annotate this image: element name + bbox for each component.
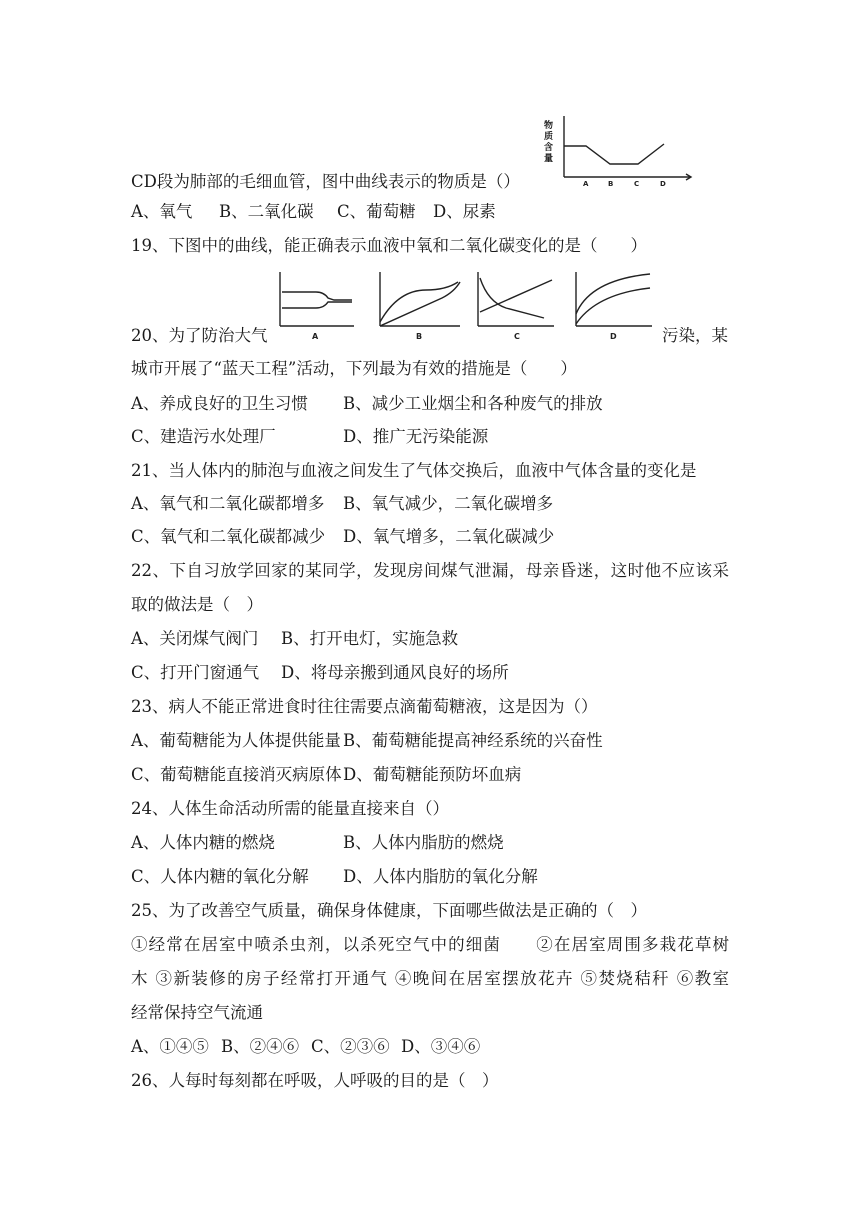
q21-options-row2 — [131, 526, 554, 548]
q21-option-b: B、氧气减少，二氧化碳增多 — [343, 494, 554, 513]
q19-graph-c — [478, 272, 554, 341]
q18-option-c: C、葡萄糖 — [337, 202, 416, 221]
q24-option-c: C、人体内糖的氧化分解 — [131, 867, 309, 886]
q18-ylabel — [544, 119, 553, 164]
q25-option-d: D、③④⑥ — [401, 1037, 481, 1056]
q21-option-c: C、氧气和二氧化碳都减少 — [131, 527, 326, 546]
q19-graphs — [274, 268, 654, 343]
q18-ylabel-char: 物 — [544, 121, 554, 131]
q23-options-row1 — [131, 730, 603, 752]
q25-options — [131, 1036, 480, 1058]
q18-option-b: B、二氧化碳 — [219, 202, 314, 221]
q26-stem: 26、人每时每刻都在呼吸，人呼吸的目的是（ ） — [131, 1071, 499, 1090]
q20-stem-mid: 污染，某 — [662, 326, 728, 345]
q21-option-d: D、氧气增多，二氧化碳减少 — [343, 527, 555, 546]
q18-xlabel: B — [608, 180, 614, 188]
q18-option-d: D、尿素 — [433, 202, 496, 221]
q25-items-line3: 经常保持空气流通 — [131, 1003, 263, 1022]
q24-options-row1 — [131, 832, 504, 854]
q19-stem: 19、下图中的曲线，能正确表示血液中氧和二氧化碳变化的是（ ） — [131, 236, 647, 255]
q19-graph-a — [280, 272, 354, 341]
q19-graph-b — [380, 272, 460, 341]
q22-options-row1 — [131, 628, 458, 650]
q21-options-row1 — [131, 493, 553, 515]
q23-option-a: A、葡萄糖能为人体提供能量 — [131, 731, 341, 750]
q19-graph-d — [576, 272, 652, 341]
q25-items-line1: ①经常在居室中喷杀虫剂，以杀死空气中的细菌 ②在居室周围多栽花草树 — [131, 935, 729, 954]
q18-graph — [540, 108, 700, 188]
q18-xlabel: C — [634, 180, 640, 188]
q18-stem: CD段为肺部的毛细血管，图中曲线表示的物质是（） — [131, 172, 520, 191]
q20-option-c: C、建造污水处理厂 — [131, 427, 276, 446]
q18-ylabel-char: 含 — [544, 143, 554, 153]
q20-stem-start: 20、为了防治大气 — [131, 326, 268, 345]
q22-option-b: B、打开电灯，实施急救 — [281, 629, 459, 648]
q23-options-row2 — [131, 764, 521, 786]
q18-xlabel: D — [660, 180, 666, 188]
q22-option-c: C、打开门窗通气 — [131, 663, 260, 682]
q19-graph-label: C — [514, 332, 520, 341]
q23-option-c: C、葡萄糖能直接消灭病原体 — [131, 765, 342, 784]
q23-option-b: B、葡萄糖能提高神经系统的兴奋性 — [343, 731, 603, 750]
q18-curve — [564, 144, 664, 164]
q21-stem: 21、当人体内的肺泡与血液之间发生了气体交换后，血液中气体含量的变化是 — [131, 461, 697, 480]
q20-option-d: D、推广无污染能源 — [343, 427, 489, 446]
q23-option-d: D、葡萄糖能预防坏血病 — [343, 765, 522, 784]
q18-ylabel-char: 量 — [544, 154, 554, 164]
q24-option-d: D、人体内脂肪的氧化分解 — [343, 867, 538, 886]
q20-options-row1 — [131, 393, 603, 415]
q20-options-row2 — [131, 426, 488, 448]
q22-options-row2 — [131, 662, 509, 684]
q23-stem: 23、病人不能正常进食时往往需要点滴葡萄糖液，这是因为（） — [131, 697, 598, 716]
q25-option-c: C、②③⑥ — [311, 1037, 390, 1056]
q19-graph-label: D — [610, 332, 617, 341]
q20-option-b: B、减少工业烟尘和各种废气的排放 — [343, 394, 603, 413]
q22-option-a: A、关闭煤气阀门 — [131, 629, 259, 648]
q25-stem: 25、为了改善空气质量，确保身体健康，下面哪些做法是正确的（ ） — [131, 901, 647, 920]
q18-xlabel: A — [583, 180, 589, 188]
q19-graph-label: B — [416, 332, 423, 341]
q25-option-a: A、①④⑤ — [131, 1037, 209, 1056]
q18-ylabel-char: 质 — [544, 132, 554, 142]
q18-option-a: A、氧气 — [131, 202, 193, 221]
q25-option-b: B、②④⑥ — [221, 1037, 300, 1056]
q25-items-line2: 木 ③新装修的房子经常打开通气 ④晚间在居室摆放花卉 ⑤焚烧秸秆 ⑥教室 — [131, 969, 729, 988]
q22-option-d: D、将母亲搬到通风良好的场所 — [281, 663, 509, 682]
q20-stem-cont: 城市开展了“蓝天工程”活动，下列最为有效的措施是（ ） — [131, 359, 577, 378]
q24-option-a: A、人体内糖的燃烧 — [131, 833, 275, 852]
q22-stem-line2: 取的做法是（ ） — [131, 595, 263, 614]
q24-options-row2 — [131, 866, 538, 888]
q24-stem: 24、人体生命活动所需的能量直接来自（） — [131, 799, 449, 818]
q19-graph-label: A — [312, 332, 319, 341]
q22-stem-line1: 22、下自习放学回家的某同学，发现房间煤气泄漏，母亲昏迷，这时他不应该采 — [131, 561, 729, 580]
q20-option-a: A、养成良好的卫生习惯 — [131, 394, 308, 413]
q21-option-a: A、氧气和二氧化碳都增多 — [131, 494, 325, 513]
q18-options — [131, 201, 496, 223]
q24-option-b: B、人体内脂肪的燃烧 — [343, 833, 504, 852]
